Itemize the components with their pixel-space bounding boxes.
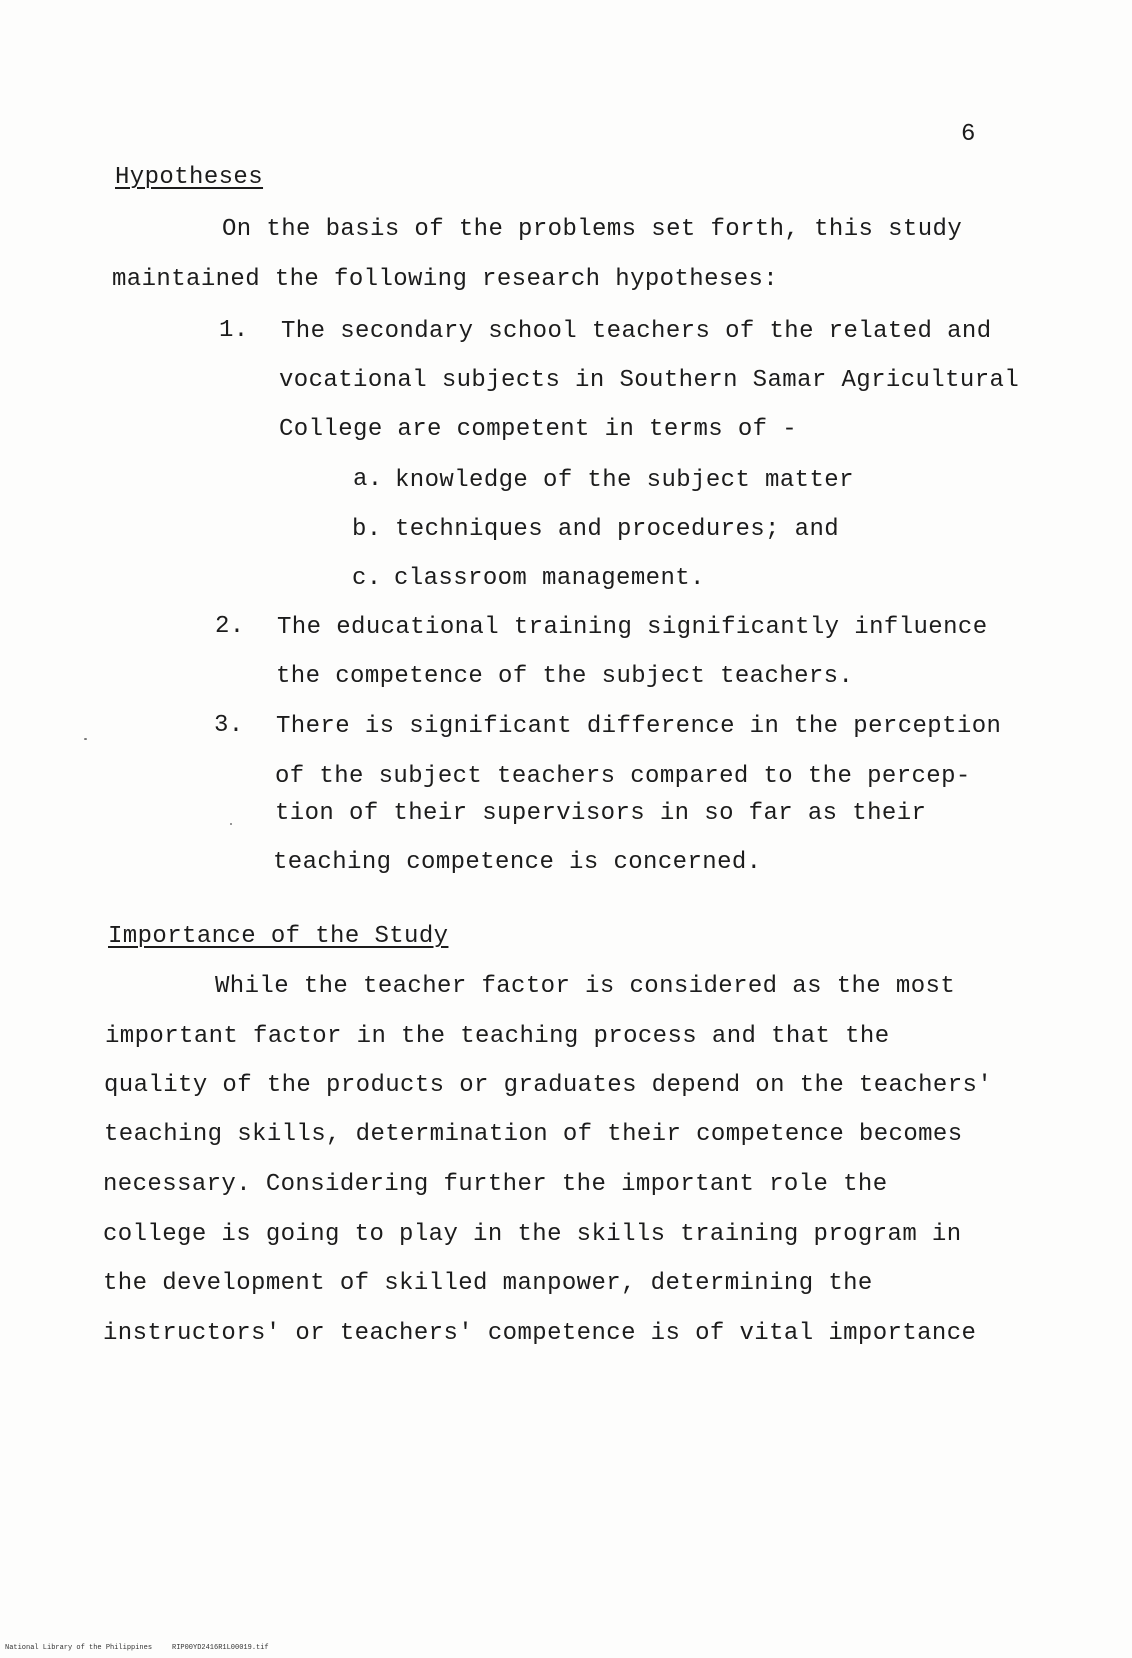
hypothesis-3-line-2: of the subject teachers compared to the percep- [275,763,971,790]
hypothesis-1-line-2: vocational subjects in Southern Samar Agricultural [279,367,1020,394]
hypothesis-1a-text: knowledge of the subject matter [395,467,854,494]
importance-line-5: necessary. Considering further the important role the [103,1171,888,1198]
hypothesis-1c-letter: c. [352,565,382,592]
hypothesis-1a-letter: a. [353,466,383,493]
scan-speck [230,823,232,825]
hypothesis-3-line-1: There is significant difference in the perception [276,713,1002,740]
hypothesis-1-line-1: The secondary school teachers of the related and [281,318,992,345]
hypotheses-intro-line-1: On the basis of the problems set forth, this study [222,216,963,243]
hypothesis-1b-letter: b. [352,516,382,543]
footer-right: RIP00YD2416R1L00019.tif [172,1644,269,1652]
hypothesis-1-number: 1. [219,317,249,344]
hypotheses-heading: Hypotheses [115,164,264,191]
importance-line-8: instructors' or teachers' competence is of vital importance [103,1320,977,1347]
hypothesis-1c-text: classroom management. [394,565,705,592]
hypothesis-2-line-2: the competence of the subject teachers. [276,663,854,690]
importance-line-2: important factor in the teaching process and that the [105,1023,890,1050]
hypothesis-2-line-1: The educational training significantly influence [277,614,988,641]
importance-line-3: quality of the products or graduates depend on the teachers' [104,1072,993,1099]
importance-heading: Importance of the Study [108,923,449,950]
hypothesis-2-number: 2. [215,613,245,640]
importance-line-1: While the teacher factor is considered as the most [215,973,956,1000]
importance-line-7: the development of skilled manpower, determining the [103,1270,873,1297]
hypothesis-3-number: 3. [214,712,244,739]
hypothesis-3-line-3: tion of their supervisors in so far as their [275,800,927,827]
importance-line-4: teaching skills, determination of their competence becomes [104,1121,963,1148]
hypothesis-1-line-3: College are competent in terms of - [279,416,798,443]
footer-left: National Library of the Philippines [5,1644,153,1652]
page-number: 6 [961,121,976,148]
importance-line-6: college is going to play in the skills training program in [103,1221,962,1248]
hypotheses-intro-line-2: maintained the following research hypotheses: [112,266,779,293]
hypothesis-1b-text: techniques and procedures; and [395,516,840,543]
hypothesis-3-line-4: teaching competence is concerned. [273,849,762,876]
scan-speck [84,738,87,740]
